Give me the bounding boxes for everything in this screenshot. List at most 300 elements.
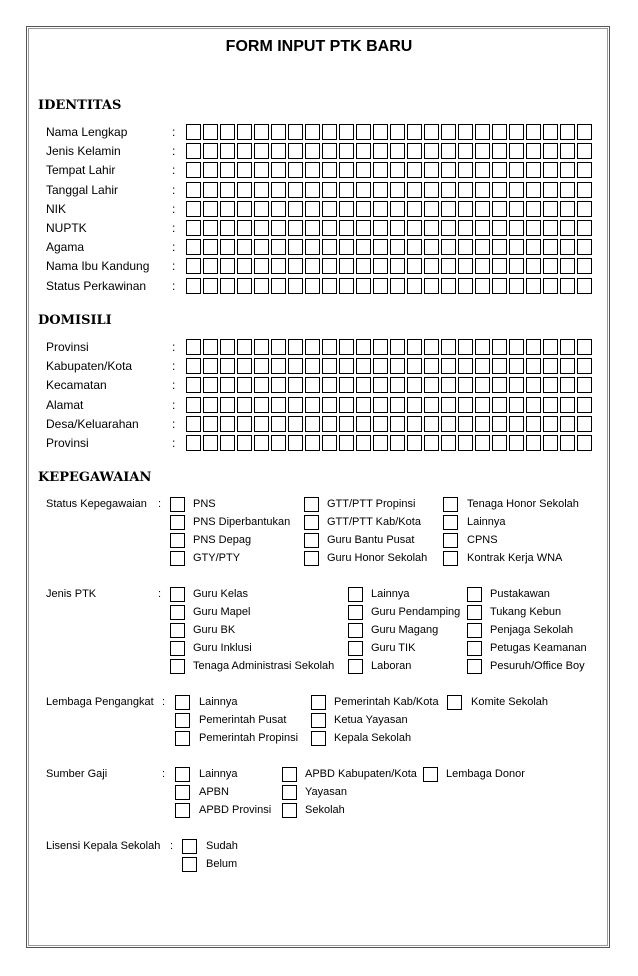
domisili-field-input-boxes[interactable] [186, 416, 594, 434]
char-box[interactable] [509, 339, 524, 355]
char-box[interactable] [441, 377, 456, 393]
char-box[interactable] [237, 416, 252, 432]
char-box[interactable] [475, 162, 490, 178]
char-box[interactable] [441, 416, 456, 432]
checkbox[interactable] [348, 605, 363, 620]
char-box[interactable] [305, 339, 320, 355]
char-box[interactable] [271, 182, 286, 198]
char-box[interactable] [203, 143, 218, 159]
char-box[interactable] [390, 239, 405, 255]
char-box[interactable] [560, 201, 575, 217]
char-box[interactable] [237, 278, 252, 294]
char-box[interactable] [271, 201, 286, 217]
char-box[interactable] [492, 416, 507, 432]
char-box[interactable] [322, 143, 337, 159]
char-box[interactable] [254, 258, 269, 274]
char-box[interactable] [458, 416, 473, 432]
char-box[interactable] [203, 416, 218, 432]
checkbox[interactable] [467, 641, 482, 656]
char-box[interactable] [543, 220, 558, 236]
char-box[interactable] [526, 162, 541, 178]
char-box[interactable] [220, 258, 235, 274]
char-box[interactable] [373, 220, 388, 236]
char-box[interactable] [577, 162, 592, 178]
char-box[interactable] [424, 435, 439, 451]
char-box[interactable] [356, 201, 371, 217]
char-box[interactable] [407, 124, 422, 140]
char-box[interactable] [373, 124, 388, 140]
char-box[interactable] [237, 377, 252, 393]
char-box[interactable] [492, 397, 507, 413]
char-box[interactable] [220, 143, 235, 159]
char-box[interactable] [509, 239, 524, 255]
char-box[interactable] [356, 124, 371, 140]
char-box[interactable] [407, 182, 422, 198]
char-box[interactable] [254, 339, 269, 355]
char-box[interactable] [390, 358, 405, 374]
char-box[interactable] [475, 143, 490, 159]
char-box[interactable] [356, 435, 371, 451]
checkbox[interactable] [467, 659, 482, 674]
char-box[interactable] [441, 358, 456, 374]
checkbox[interactable] [304, 551, 319, 566]
char-box[interactable] [322, 124, 337, 140]
char-box[interactable] [339, 278, 354, 294]
identitas-field-input-boxes[interactable] [186, 220, 594, 238]
char-box[interactable] [271, 339, 286, 355]
char-box[interactable] [407, 358, 422, 374]
char-box[interactable] [339, 162, 354, 178]
char-box[interactable] [577, 278, 592, 294]
char-box[interactable] [356, 143, 371, 159]
char-box[interactable] [237, 397, 252, 413]
char-box[interactable] [203, 220, 218, 236]
checkbox[interactable] [443, 551, 458, 566]
identitas-field-input-boxes[interactable] [186, 143, 594, 161]
char-box[interactable] [424, 339, 439, 355]
char-box[interactable] [424, 278, 439, 294]
identitas-field-input-boxes[interactable] [186, 239, 594, 257]
checkbox[interactable] [175, 767, 190, 782]
char-box[interactable] [458, 358, 473, 374]
char-box[interactable] [288, 124, 303, 140]
char-box[interactable] [509, 258, 524, 274]
char-box[interactable] [322, 239, 337, 255]
char-box[interactable] [220, 339, 235, 355]
char-box[interactable] [492, 239, 507, 255]
checkbox[interactable] [170, 587, 185, 602]
char-box[interactable] [560, 339, 575, 355]
char-box[interactable] [254, 182, 269, 198]
char-box[interactable] [509, 182, 524, 198]
char-box[interactable] [407, 377, 422, 393]
char-box[interactable] [560, 397, 575, 413]
checkbox[interactable] [182, 857, 197, 872]
char-box[interactable] [424, 201, 439, 217]
checkbox[interactable] [304, 533, 319, 548]
checkbox[interactable] [304, 515, 319, 530]
char-box[interactable] [186, 435, 201, 451]
char-box[interactable] [322, 416, 337, 432]
char-box[interactable] [407, 397, 422, 413]
char-box[interactable] [288, 220, 303, 236]
char-box[interactable] [254, 278, 269, 294]
checkbox[interactable] [175, 731, 190, 746]
checkbox[interactable] [348, 623, 363, 638]
char-box[interactable] [526, 435, 541, 451]
checkbox[interactable] [170, 533, 185, 548]
char-box[interactable] [203, 435, 218, 451]
char-box[interactable] [526, 358, 541, 374]
checkbox[interactable] [170, 497, 185, 512]
checkbox[interactable] [467, 587, 482, 602]
char-box[interactable] [203, 201, 218, 217]
char-box[interactable] [407, 435, 422, 451]
char-box[interactable] [271, 239, 286, 255]
char-box[interactable] [373, 397, 388, 413]
checkbox[interactable] [282, 767, 297, 782]
char-box[interactable] [407, 220, 422, 236]
char-box[interactable] [526, 201, 541, 217]
char-box[interactable] [458, 239, 473, 255]
char-box[interactable] [237, 143, 252, 159]
char-box[interactable] [407, 278, 422, 294]
char-box[interactable] [509, 278, 524, 294]
char-box[interactable] [305, 435, 320, 451]
char-box[interactable] [322, 201, 337, 217]
char-box[interactable] [220, 278, 235, 294]
char-box[interactable] [560, 143, 575, 159]
char-box[interactable] [475, 416, 490, 432]
char-box[interactable] [373, 339, 388, 355]
char-box[interactable] [458, 201, 473, 217]
char-box[interactable] [560, 182, 575, 198]
char-box[interactable] [509, 220, 524, 236]
char-box[interactable] [475, 239, 490, 255]
char-box[interactable] [441, 143, 456, 159]
char-box[interactable] [186, 143, 201, 159]
char-box[interactable] [322, 220, 337, 236]
identitas-field-input-boxes[interactable] [186, 201, 594, 219]
char-box[interactable] [577, 182, 592, 198]
char-box[interactable] [186, 278, 201, 294]
char-box[interactable] [339, 220, 354, 236]
char-box[interactable] [356, 278, 371, 294]
char-box[interactable] [288, 182, 303, 198]
char-box[interactable] [407, 239, 422, 255]
char-box[interactable] [220, 201, 235, 217]
char-box[interactable] [237, 358, 252, 374]
char-box[interactable] [492, 258, 507, 274]
char-box[interactable] [390, 377, 405, 393]
char-box[interactable] [373, 258, 388, 274]
checkbox[interactable] [182, 839, 197, 854]
domisili-field-input-boxes[interactable] [186, 397, 594, 415]
char-box[interactable] [322, 377, 337, 393]
char-box[interactable] [577, 201, 592, 217]
char-box[interactable] [492, 124, 507, 140]
char-box[interactable] [356, 416, 371, 432]
char-box[interactable] [220, 182, 235, 198]
char-box[interactable] [492, 377, 507, 393]
checkbox[interactable] [170, 551, 185, 566]
char-box[interactable] [288, 435, 303, 451]
char-box[interactable] [288, 201, 303, 217]
char-box[interactable] [356, 397, 371, 413]
char-box[interactable] [237, 162, 252, 178]
char-box[interactable] [407, 416, 422, 432]
char-box[interactable] [424, 124, 439, 140]
checkbox[interactable] [282, 785, 297, 800]
char-box[interactable] [254, 220, 269, 236]
char-box[interactable] [220, 358, 235, 374]
char-box[interactable] [288, 162, 303, 178]
char-box[interactable] [220, 239, 235, 255]
char-box[interactable] [271, 162, 286, 178]
checkbox[interactable] [304, 497, 319, 512]
char-box[interactable] [373, 416, 388, 432]
char-box[interactable] [475, 201, 490, 217]
checkbox[interactable] [467, 605, 482, 620]
domisili-field-input-boxes[interactable] [186, 358, 594, 376]
char-box[interactable] [526, 397, 541, 413]
char-box[interactable] [543, 358, 558, 374]
char-box[interactable] [577, 239, 592, 255]
char-box[interactable] [339, 358, 354, 374]
char-box[interactable] [220, 220, 235, 236]
checkbox[interactable] [175, 803, 190, 818]
char-box[interactable] [254, 435, 269, 451]
char-box[interactable] [543, 416, 558, 432]
char-box[interactable] [237, 124, 252, 140]
domisili-field-input-boxes[interactable] [186, 435, 594, 453]
char-box[interactable] [237, 258, 252, 274]
char-box[interactable] [526, 124, 541, 140]
char-box[interactable] [475, 435, 490, 451]
checkbox[interactable] [175, 785, 190, 800]
char-box[interactable] [305, 143, 320, 159]
char-box[interactable] [254, 377, 269, 393]
char-box[interactable] [288, 239, 303, 255]
char-box[interactable] [441, 258, 456, 274]
char-box[interactable] [560, 358, 575, 374]
char-box[interactable] [305, 397, 320, 413]
char-box[interactable] [220, 435, 235, 451]
char-box[interactable] [237, 201, 252, 217]
char-box[interactable] [203, 339, 218, 355]
identitas-field-input-boxes[interactable] [186, 182, 594, 200]
char-box[interactable] [203, 278, 218, 294]
char-box[interactable] [322, 435, 337, 451]
char-box[interactable] [458, 162, 473, 178]
char-box[interactable] [305, 239, 320, 255]
char-box[interactable] [339, 124, 354, 140]
char-box[interactable] [509, 143, 524, 159]
char-box[interactable] [339, 377, 354, 393]
char-box[interactable] [390, 201, 405, 217]
char-box[interactable] [339, 416, 354, 432]
char-box[interactable] [186, 220, 201, 236]
char-box[interactable] [186, 358, 201, 374]
checkbox[interactable] [443, 533, 458, 548]
char-box[interactable] [475, 339, 490, 355]
char-box[interactable] [458, 124, 473, 140]
char-box[interactable] [458, 377, 473, 393]
char-box[interactable] [492, 358, 507, 374]
char-box[interactable] [543, 339, 558, 355]
char-box[interactable] [577, 220, 592, 236]
char-box[interactable] [441, 239, 456, 255]
checkbox[interactable] [423, 767, 438, 782]
char-box[interactable] [441, 435, 456, 451]
char-box[interactable] [526, 258, 541, 274]
char-box[interactable] [441, 220, 456, 236]
char-box[interactable] [458, 182, 473, 198]
char-box[interactable] [203, 258, 218, 274]
char-box[interactable] [560, 124, 575, 140]
char-box[interactable] [339, 201, 354, 217]
char-box[interactable] [458, 278, 473, 294]
char-box[interactable] [543, 162, 558, 178]
char-box[interactable] [424, 377, 439, 393]
char-box[interactable] [373, 201, 388, 217]
char-box[interactable] [271, 124, 286, 140]
domisili-field-input-boxes[interactable] [186, 339, 594, 357]
char-box[interactable] [220, 124, 235, 140]
char-box[interactable] [356, 358, 371, 374]
char-box[interactable] [271, 416, 286, 432]
char-box[interactable] [322, 258, 337, 274]
checkbox[interactable] [311, 713, 326, 728]
char-box[interactable] [441, 397, 456, 413]
char-box[interactable] [356, 239, 371, 255]
char-box[interactable] [305, 278, 320, 294]
char-box[interactable] [526, 143, 541, 159]
checkbox[interactable] [175, 695, 190, 710]
char-box[interactable] [373, 358, 388, 374]
char-box[interactable] [577, 397, 592, 413]
char-box[interactable] [458, 339, 473, 355]
char-box[interactable] [577, 377, 592, 393]
char-box[interactable] [526, 220, 541, 236]
char-box[interactable] [254, 416, 269, 432]
char-box[interactable] [390, 143, 405, 159]
char-box[interactable] [288, 143, 303, 159]
char-box[interactable] [271, 220, 286, 236]
char-box[interactable] [254, 124, 269, 140]
char-box[interactable] [322, 182, 337, 198]
char-box[interactable] [509, 377, 524, 393]
checkbox[interactable] [311, 695, 326, 710]
char-box[interactable] [254, 143, 269, 159]
char-box[interactable] [254, 397, 269, 413]
char-box[interactable] [407, 143, 422, 159]
char-box[interactable] [560, 435, 575, 451]
char-box[interactable] [339, 182, 354, 198]
char-box[interactable] [492, 201, 507, 217]
char-box[interactable] [339, 435, 354, 451]
char-box[interactable] [458, 143, 473, 159]
char-box[interactable] [441, 278, 456, 294]
char-box[interactable] [509, 124, 524, 140]
char-box[interactable] [322, 339, 337, 355]
char-box[interactable] [475, 377, 490, 393]
char-box[interactable] [560, 220, 575, 236]
char-box[interactable] [203, 358, 218, 374]
char-box[interactable] [492, 162, 507, 178]
checkbox[interactable] [170, 623, 185, 638]
char-box[interactable] [305, 220, 320, 236]
char-box[interactable] [237, 435, 252, 451]
char-box[interactable] [577, 143, 592, 159]
char-box[interactable] [543, 124, 558, 140]
checkbox[interactable] [170, 515, 185, 530]
char-box[interactable] [356, 339, 371, 355]
char-box[interactable] [356, 220, 371, 236]
char-box[interactable] [322, 358, 337, 374]
char-box[interactable] [339, 258, 354, 274]
char-box[interactable] [424, 397, 439, 413]
char-box[interactable] [288, 397, 303, 413]
char-box[interactable] [305, 358, 320, 374]
char-box[interactable] [475, 182, 490, 198]
identitas-field-input-boxes[interactable] [186, 258, 594, 276]
checkbox[interactable] [467, 623, 482, 638]
char-box[interactable] [186, 124, 201, 140]
char-box[interactable] [492, 435, 507, 451]
identitas-field-input-boxes[interactable] [186, 162, 594, 180]
char-box[interactable] [373, 182, 388, 198]
char-box[interactable] [543, 278, 558, 294]
checkbox[interactable] [170, 659, 185, 674]
char-box[interactable] [271, 143, 286, 159]
char-box[interactable] [254, 358, 269, 374]
char-box[interactable] [543, 397, 558, 413]
char-box[interactable] [186, 416, 201, 432]
char-box[interactable] [271, 278, 286, 294]
char-box[interactable] [203, 377, 218, 393]
char-box[interactable] [441, 182, 456, 198]
char-box[interactable] [271, 258, 286, 274]
checkbox[interactable] [170, 641, 185, 656]
char-box[interactable] [526, 239, 541, 255]
char-box[interactable] [509, 435, 524, 451]
char-box[interactable] [577, 339, 592, 355]
char-box[interactable] [475, 397, 490, 413]
char-box[interactable] [492, 182, 507, 198]
char-box[interactable] [526, 278, 541, 294]
char-box[interactable] [475, 124, 490, 140]
char-box[interactable] [407, 258, 422, 274]
char-box[interactable] [390, 162, 405, 178]
char-box[interactable] [356, 258, 371, 274]
char-box[interactable] [526, 377, 541, 393]
char-box[interactable] [441, 124, 456, 140]
identitas-field-input-boxes[interactable] [186, 124, 594, 142]
char-box[interactable] [390, 435, 405, 451]
char-box[interactable] [373, 278, 388, 294]
char-box[interactable] [492, 220, 507, 236]
char-box[interactable] [441, 201, 456, 217]
char-box[interactable] [509, 201, 524, 217]
char-box[interactable] [492, 278, 507, 294]
char-box[interactable] [305, 416, 320, 432]
char-box[interactable] [458, 220, 473, 236]
char-box[interactable] [288, 278, 303, 294]
char-box[interactable] [203, 239, 218, 255]
char-box[interactable] [577, 124, 592, 140]
char-box[interactable] [305, 377, 320, 393]
